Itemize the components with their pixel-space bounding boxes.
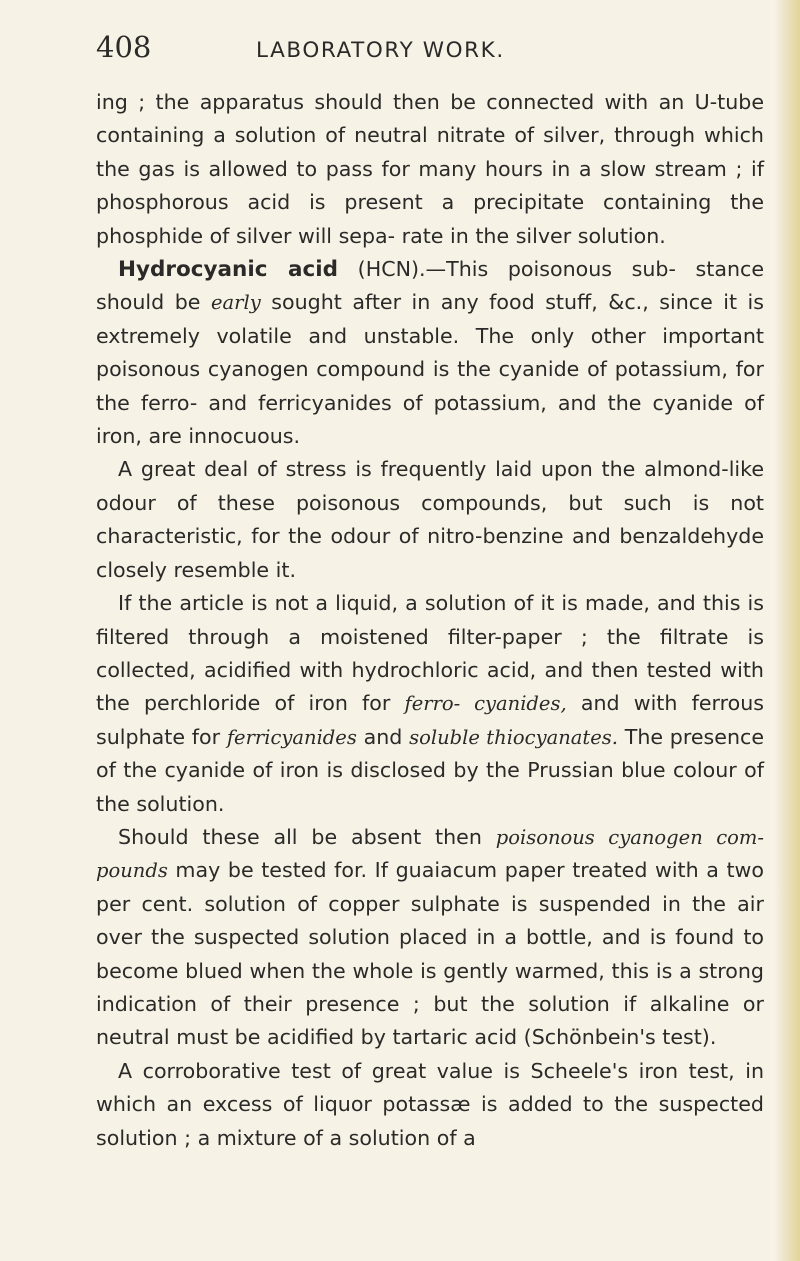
paragraph-text: The presence of the cyanide of iron is disclosed by the Prussian blue colour of the solution. <box>96 724 764 816</box>
paragraph-scheele-test <box>96 1055 764 1155</box>
emphasis-thiocyanates: soluble thiocyanates. <box>409 725 618 749</box>
paragraph-text: A corroborative test of great value is Scheele's iron test, in which an excess of liquor potassæ is added to the suspected solution ; a mixture of a solution of a <box>96 1058 764 1150</box>
emphasis-ferrocyanides: ferro- cyanides, <box>404 692 567 716</box>
paragraph-text: may be tested for. If guaiacum paper treated with a two per cent. solution of copper sulphate is suspended in the air over the suspected solution placed in a bottle, and is found to become blued when the whole is gently warmed, this is a strong indication of their presence ; but the solution if alkaline or neutral must be acidified by tartaric acid (Schönbein's test). <box>96 858 764 1050</box>
paragraph-text: If the article is not a liquid, a solution of it is made, and this is filtered through a moistened filter-paper ; the filtrate is collected, acidified with hydrochloric acid, and then tested with the perchloride of iron for <box>96 591 764 716</box>
emphasis-poisonous-cyanogen: poisonous cyanogen com- pounds <box>96 825 764 883</box>
running-title: LABORATORY WORK. <box>256 38 505 63</box>
paragraph-text: Should these all be absent then <box>118 824 496 849</box>
paragraph-text: (HCN).—This poisonous sub- stance should be <box>96 257 765 315</box>
paragraph-filtration-test <box>96 587 764 821</box>
running-head <box>96 30 764 76</box>
paragraph-text: A great deal of stress is frequently laid upon the almond-like odour of these poisonous compounds, but such is not characteristic, for the odour of nitro-benzine and benzaldehyde closely resemble it. <box>96 457 764 582</box>
paragraph-almond-odour <box>96 453 764 587</box>
paragraph-guaiacum-test <box>96 821 764 1055</box>
emphasis-early: early <box>210 291 261 315</box>
emphasis-ferricyanides: ferricyanides <box>226 725 357 749</box>
page-edge-shading <box>774 0 800 1261</box>
book-page <box>96 30 764 1155</box>
section-heading-hydrocyanic-acid: Hydrocyanic acid <box>118 257 339 283</box>
paragraph-hydrocyanic-acid <box>96 253 764 453</box>
body-text <box>96 86 764 1155</box>
paragraph-text: and with ferrous sulphate for <box>96 691 765 749</box>
paragraph-text: sought after in any food stuff, &c., since it is extremely volatile and unstable. The only other important poisonous cyanogen compound is the cyanide of potassium, for the ferro- and ferricyanides of potassium, and the cyanide of iron, are innocuous. <box>96 290 764 449</box>
paragraph-text: ing ; the apparatus should then be connected with an U-tube containing a solution of neutral nitrate of silver, through which the gas is allowed to pass for many hours in a slow stream ; if phosphorous acid is present a precipitate containing the phosphide of silver will sepa- rate in the silver solution. <box>96 90 764 248</box>
page-number: 408 <box>96 30 152 64</box>
paragraph-continuation <box>96 86 764 253</box>
paragraph-text: and <box>356 724 410 749</box>
